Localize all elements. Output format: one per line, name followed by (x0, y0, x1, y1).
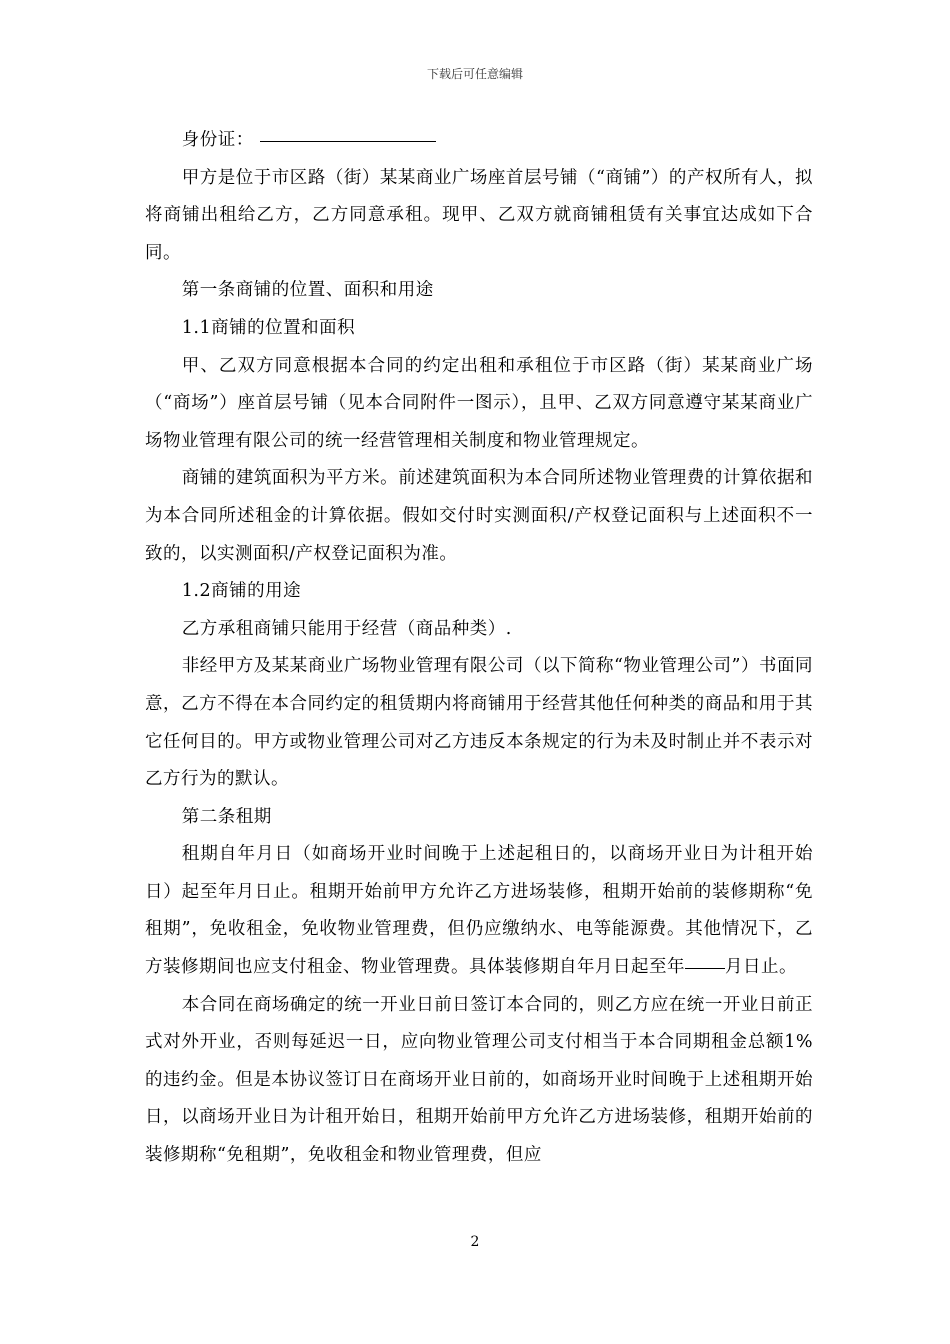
page-header: 下载后可任意编辑 (426, 67, 523, 81)
article-2-paragraph-1-tail: 月日止。 (725, 957, 797, 978)
section-1-2-heading: 1.2商铺的用途 (181, 581, 302, 602)
section-1-2-paragraph-1: 乙方承租商铺只能用于经营（商品种类）. (181, 618, 512, 639)
intro-paragraph: 甲方是位于市区路（街）某某商业广场座首层号铺（“商铺”）的产权所有人，拟将商铺出租给乙方，乙方同意承租。现甲、乙双方就商铺租赁有关事宜达成如下合同。 (145, 167, 813, 263)
month-blank (685, 967, 725, 969)
document-body (145, 122, 813, 1175)
section-1-2-paragraph-2: 非经甲方及某某商业广场物业管理有限公司（以下简称“物业管理公司”）书面同意，乙方不得在本合同约定的租赁期内将商铺用于经营其他任何种类的商品和用于其它任何目的。甲方或物业管理公司对乙方违反本条规定的行为未及时制止并不表示对乙方行为的默认。 (145, 656, 813, 790)
article-2-paragraph-1 (145, 836, 813, 986)
article-2-paragraph-1-text: 租期自年月日（如商场开业时间晚于上述起租日的，以商场开业日为计租开始日）起至年月日止。租期开始前甲方允许乙方进场装修，租期开始前的装修期称“免租期”，免收租金，免收物业管理费，但仍应缴纳水、电等能源费。其他情况下，乙方装修期间也应支付租金、物业管理费。具体装修期自年月日起至年 (145, 844, 813, 978)
article-1-heading: 第一条商铺的位置、面积和用途 (181, 280, 434, 301)
section-1-1-paragraph-2: 商铺的建筑面积为平方米。前述建筑面积为本合同所述物业管理费的计算依据和为本合同所述租金的计算依据。假如交付时实测面积/产权登记面积与上述面积不一致的，以实测面积/产权登记面积为准。 (145, 468, 813, 564)
section-1-1-heading: 1.1商铺的位置和面积 (181, 317, 356, 338)
article-2-paragraph-2: 本合同在商场确定的统一开业日前日签订本合同的，则乙方应在统一开业日前正式对外开业，否则每延迟一日，应向物业管理公司支付相当于本合同期租金总额1%的违约金。但是本协议签订日在商场开业日前的，如商场开业时间晚于上述租期开始日，以商场开业日为计租开始日，租期开始前甲方允许乙方进场装修，租期开始前的装修期称“免租期”，免收租金和物业管理费，但应 (145, 994, 813, 1166)
section-1-1-paragraph-1: 甲、乙双方同意根据本合同的约定出租和承租位于市区路（街）某某商业广场（“商场”）座首层号铺（见本合同附件一图示），且甲、乙双方同意遵守某某商业广场物业管理有限公司的统一经营管理相关制度和物业管理规定。 (145, 355, 813, 451)
id-card-label: 身份证： (181, 130, 254, 150)
id-card-line (145, 122, 813, 160)
article-2-heading: 第二条租期 (181, 806, 272, 827)
page-number: 2 (470, 1234, 480, 1250)
id-card-blank (260, 140, 436, 142)
